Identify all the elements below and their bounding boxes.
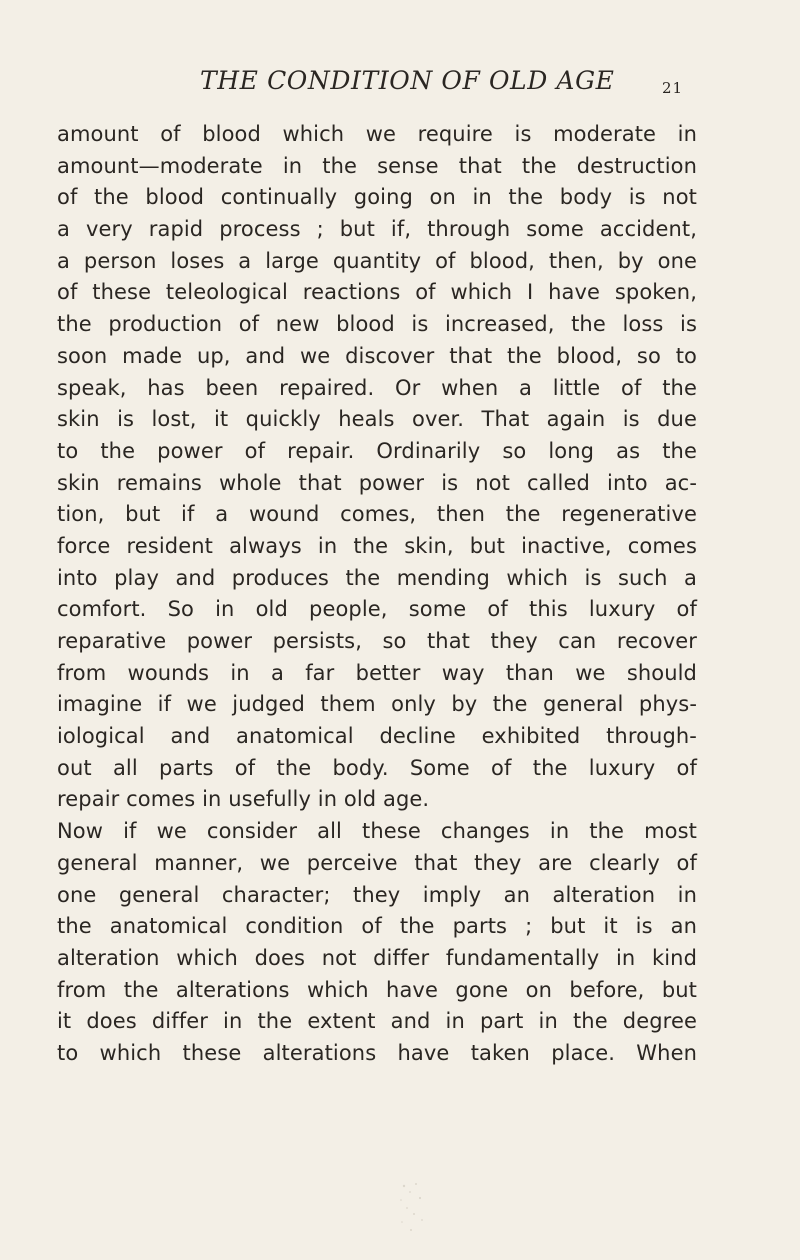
text-line: general manner, we perceive that they are clearly of xyxy=(57,850,697,875)
text-line: tion, but if a wound comes, then the regenerative xyxy=(57,502,697,527)
text-line: into play and produces the mending which is such a xyxy=(57,565,697,590)
text-line: of these teleological reactions of which I have spoken, xyxy=(57,280,697,305)
text-line: speak, has been repaired. Or when a little of the xyxy=(57,375,697,400)
text-line: from the alterations which have gone on before, but xyxy=(57,977,697,1002)
paragraph-end-line: repair comes in usefully in old age. xyxy=(57,787,430,812)
text-line: imagine if we judged them only by the general phys- xyxy=(57,692,697,717)
body-text xyxy=(57,119,697,1070)
text-line: the anatomical condition of the parts ; but it is an xyxy=(57,914,697,939)
text-line: amount of blood which we require is moderate in xyxy=(57,122,697,146)
text-line: comfort. So in old people, some of this luxury of xyxy=(57,597,697,622)
text-line: skin is lost, it quickly heals over. That again is due xyxy=(57,407,697,432)
text-line: one general character; they imply an alteration in xyxy=(57,882,697,907)
text-line: soon made up, and we discover that the blood, so to xyxy=(57,343,697,368)
text-line: a very rapid process ; but if, through some accident, xyxy=(57,217,697,242)
text-line: to the power of repair. Ordinarily so long as the xyxy=(57,438,697,463)
text-line: out all parts of the body. Some of the luxury of xyxy=(57,755,697,780)
paper-blemish xyxy=(392,1178,432,1236)
text-line: iological and anatomical decline exhibited through- xyxy=(57,724,697,749)
running-title: THE CONDITION OF OLD AGE xyxy=(200,66,615,95)
text-line: reparative power persists, so that they can recover xyxy=(57,629,697,653)
text-line: amount—moderate in the sense that the destruction xyxy=(57,153,697,178)
text-line: force resident always in the skin, but inactive, comes xyxy=(57,533,697,558)
text-line: skin remains whole that power is not called into ac- xyxy=(57,470,697,495)
text-line: of the blood continually going on in the body is not xyxy=(57,185,697,210)
text-line: the production of new blood is increased, the loss is xyxy=(57,312,697,337)
text-line: from wounds in a far better way than we should xyxy=(57,660,697,685)
text-line: to which these alterations have taken place. When xyxy=(57,1040,697,1065)
page-number: 21 xyxy=(662,79,684,97)
text-line: a person loses a large quantity of blood, then, by one xyxy=(57,248,697,273)
paragraph-start-line: Now if we consider all these changes in the most xyxy=(57,819,697,844)
running-head xyxy=(0,66,800,106)
text-line: it does differ in the extent and in part in the degree xyxy=(57,1009,697,1034)
text-line: alteration which does not differ fundamentally in kind xyxy=(57,945,697,970)
